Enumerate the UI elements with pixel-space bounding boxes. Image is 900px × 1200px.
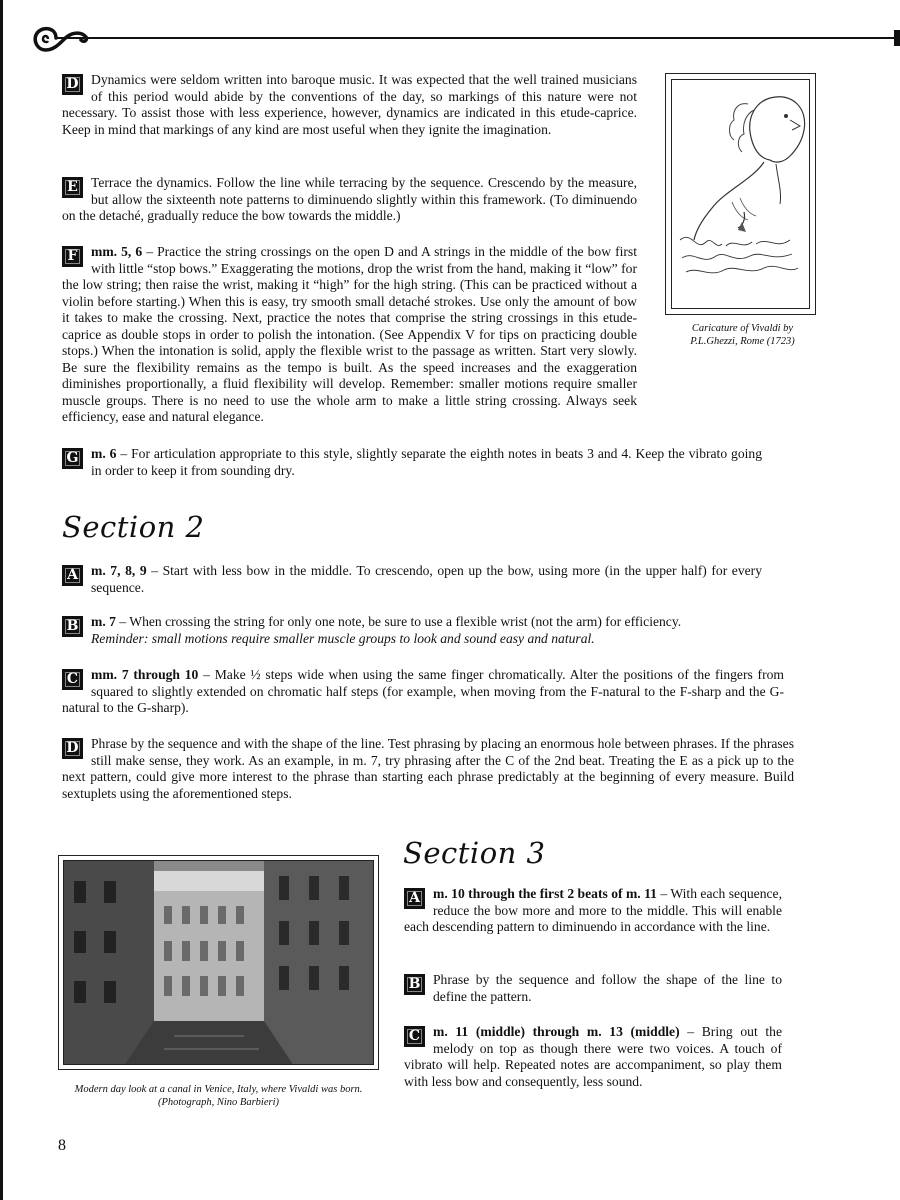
paragraph-text: Phrase by the sequence and with the shape of the line. Test phrasing by placing an enormous hole between phrases. If the phrases still make sense, they work. As an example, in m. 7, try phrasing after the C of the 2nd beat. Treating the E as a pick up to the next pattern, could give more interest to the phrase than starting each phrase predictably at the beginning of every measure. Build sextuplets using the aforementioned steps. <box>62 736 794 801</box>
vivaldi-caricature-image <box>665 73 816 315</box>
page-edge-bar <box>0 0 3 1200</box>
measure-ref: m. 11 (middle) through m. 13 (middle) <box>433 1024 680 1039</box>
paragraph-3b <box>404 972 782 1005</box>
measure-ref: mm. 5, 6 <box>91 244 143 259</box>
ornament-swirl-icon <box>22 20 102 60</box>
section-3-heading: Section 3 <box>403 836 546 870</box>
paragraph-text: Dynamics were seldom written into baroque music. It was expected that the well trained musicians of this period would abide by the conventions of the day, so markings of this nature were not necessary. To assist those with less experience, however, dynamics are indicated in this etude-caprice. Keep in mind that markings of any kind are most useful when they ignite the imagination. <box>62 72 637 137</box>
reminder-text: Reminder: small motions require smaller muscle groups to look and sound easy and natural. <box>91 630 595 646</box>
photo-caption <box>50 1083 387 1109</box>
drop-cap-e: E <box>62 177 83 198</box>
caricature-drawing <box>672 80 810 309</box>
measure-ref: m. 7, 8, 9 <box>91 563 147 578</box>
measure-ref: m. 10 through the first 2 beats of m. 11 <box>433 886 657 901</box>
paragraph-text: – Make ½ steps wide when using the same finger chromatically. Alter the positions of the fingers from squared to slightly extended on chromatic half steps (for example, when moving from the F-natural to the F-sharp and the G-natural to the G-sharp). <box>62 667 784 715</box>
paragraph-text: – Practice the string crossings on the open D and A strings in the middle of the bow first with little “stop bows.” Exaggerating the motions, drop the wrist from the hand, making it “low” for the low string; then raise the wrist, making it “high” for the high string. (This can be practiced without a violin before starting.) When this is easy, try smooth small detaché strokes. Use only the amount of bow it takes to make the crossing. Next, practice the notes that comprise the string crossings in this etude-caprice as double stops in order to polish the intonation. (See Appendix V for tips on practicing double stops.) When the intonation is solid, apply the flexible wrist to the passage as written. Start very slowly. Be sure the flexibility remains as the tempo is built. As the speed increases and the exaggeration diminishes proportionally, a fluid flexibility will develop. Remember: smaller motions require smaller muscle groups. There is no need to use the whole arm to make a little string crossing. Always seek efficiency, ease and natural elegance. <box>62 244 637 424</box>
paragraph-text: Phrase by the sequence and follow the shape of the line to define the pattern. <box>433 972 782 1004</box>
paragraph-3a <box>404 886 782 936</box>
paragraph-2d <box>62 736 794 802</box>
drop-cap-b: B <box>404 974 425 995</box>
paragraph-text: – Bring out the melody on top as though there were two voices. A touch of vibrato will help. Repeated notes are accompaniment, so play them with less bow and consequently, less sound. <box>404 1024 782 1089</box>
paragraph-3c <box>404 1024 782 1090</box>
venice-canal-photo <box>58 855 379 1070</box>
paragraph-text: – When crossing the string for only one note, be sure to use a flexible wrist (not the arm) for efficiency. <box>115 614 682 629</box>
drop-cap-d: D <box>62 74 83 95</box>
canal-photo-drawing <box>64 861 374 1065</box>
photo-caption-line1: Modern day look at a canal in Venice, Italy, where Vivaldi was born. <box>74 1084 363 1095</box>
paragraph-e <box>62 175 637 225</box>
page-number: 8 <box>58 1137 66 1154</box>
drop-cap-a: A <box>404 888 425 909</box>
measure-ref: m. 7 <box>91 614 116 629</box>
paragraph-text: – For articulation appropriate to this style, slightly separate the eighth notes in beats 3 and 4. Keep the vibrato going in order to keep it from sounding dry. <box>91 446 763 478</box>
drop-cap-c: C <box>62 669 83 690</box>
portrait-caption-line2: P.L.Ghezzi, Rome (1723) <box>690 336 795 347</box>
section-2-heading: Section 2 <box>62 510 205 544</box>
header-rule-end <box>894 30 900 46</box>
header-rule <box>56 37 900 39</box>
portrait-caption-line1: Caricature of Vivaldi by <box>691 323 794 334</box>
drop-cap-g: G <box>62 448 83 469</box>
drop-cap-a: A <box>62 565 83 586</box>
measure-ref: m. 6 <box>91 446 117 461</box>
drop-cap-d: D <box>62 738 83 759</box>
paragraph-g <box>62 446 762 479</box>
measure-ref: mm. 7 through 10 <box>91 667 199 682</box>
paragraph-text: – With each sequence, reduce the bow more and more to the middle. This will enable each descending pattern to diminuendo in accordance with the line. <box>404 886 782 934</box>
paragraph-2c <box>62 667 784 717</box>
paragraph-text: – Start with less bow in the middle. To crescendo, open up the bow, using more (in the upper half) for every sequence. <box>91 563 763 595</box>
drop-cap-b: B <box>62 616 83 637</box>
paragraph-f-top <box>62 244 637 426</box>
paragraph-2a <box>62 563 762 596</box>
paragraph-2b <box>62 614 762 647</box>
portrait-caption <box>660 322 825 348</box>
drop-cap-f: F <box>62 246 83 267</box>
paragraph-d <box>62 72 637 138</box>
drop-cap-c: C <box>404 1026 425 1047</box>
photo-caption-line2: (Photograph, Nino Barbieri) <box>157 1097 280 1108</box>
paragraph-text: Terrace the dynamics. Follow the line while terracing by the sequence. Crescendo by the measure, but allow the sixteenth note patterns to diminuendo slightly within this framework. (To diminuendo on the detaché, gradually reduce the bow towards the middle.) <box>62 175 637 223</box>
